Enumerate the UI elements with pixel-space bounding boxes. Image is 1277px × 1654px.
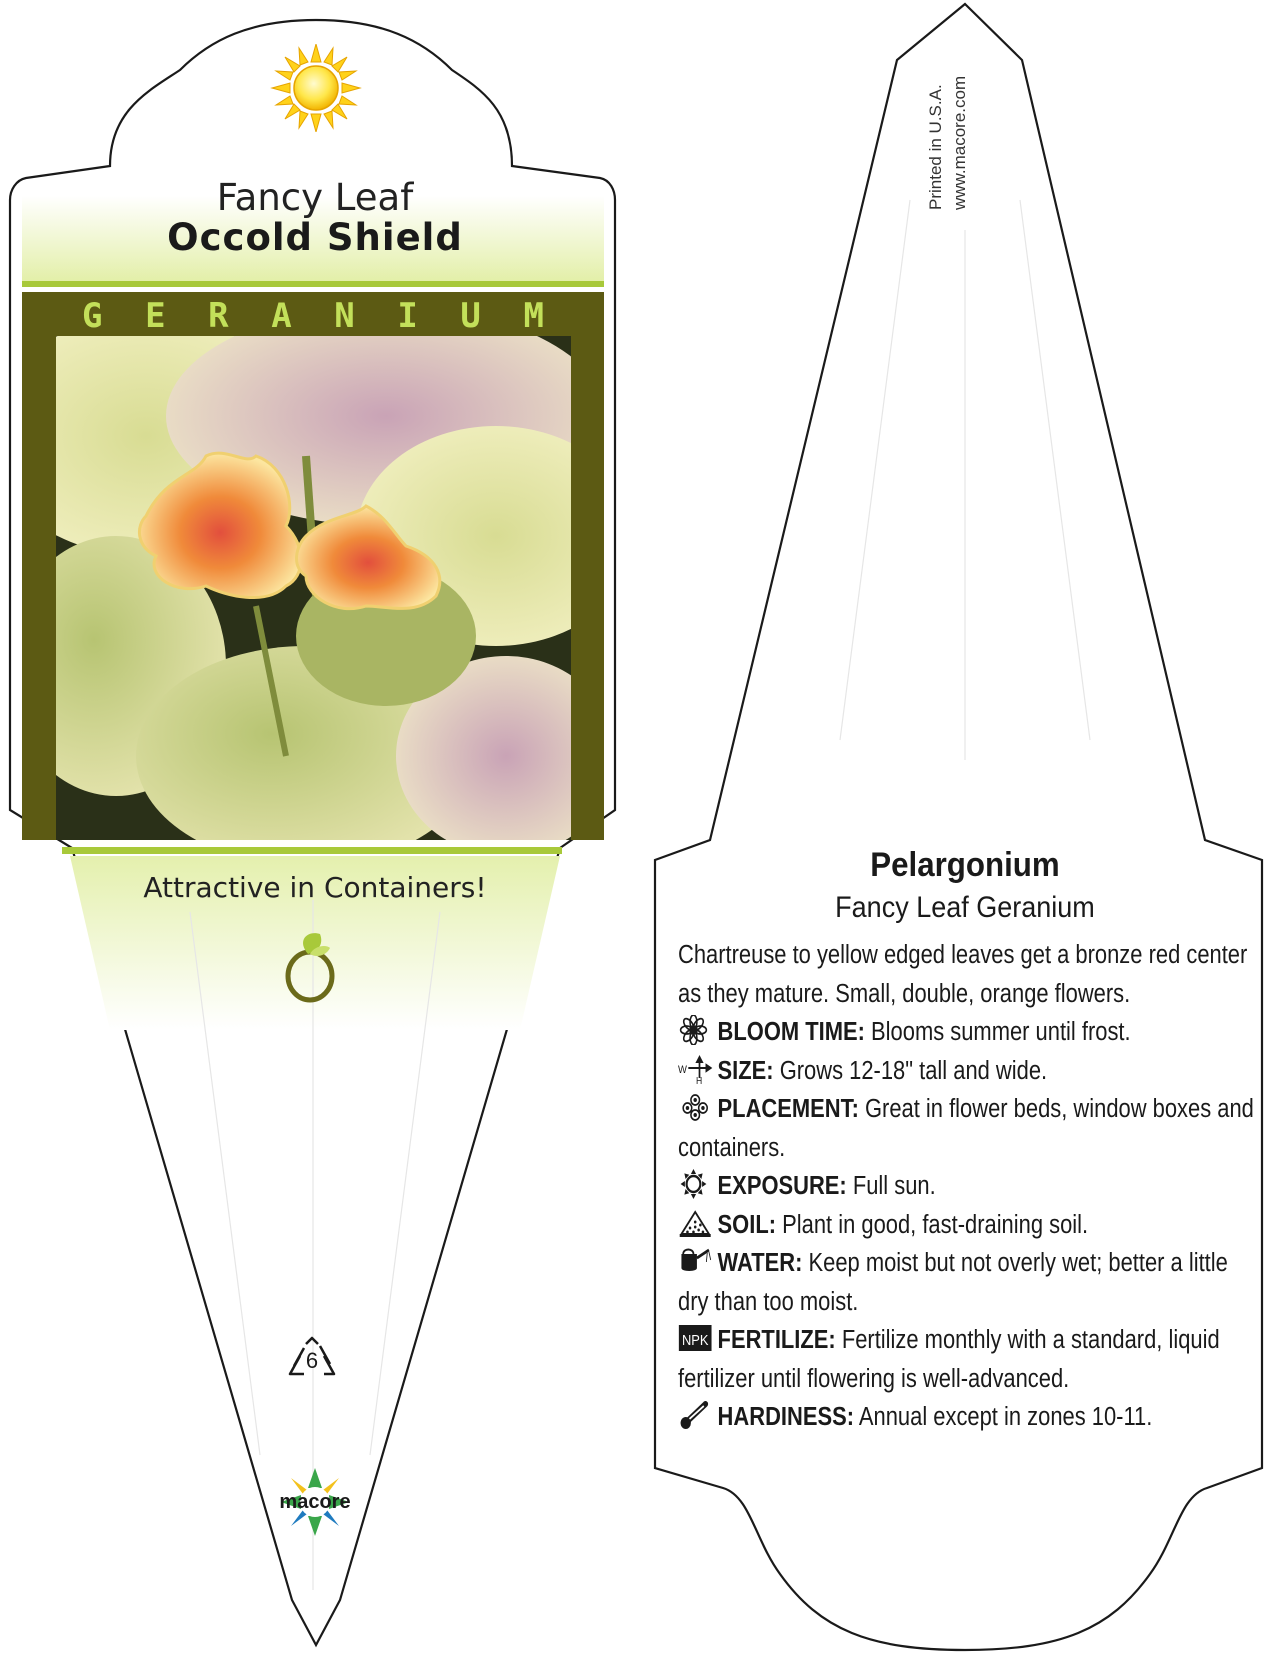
care-item-label: EXPOSURE: bbox=[717, 1172, 847, 1200]
sun-icon bbox=[678, 1169, 712, 1199]
plant-care-info bbox=[678, 936, 1256, 1437]
common-name: Fancy Leaf Geranium bbox=[835, 891, 1095, 924]
size-arrows-icon bbox=[678, 1054, 712, 1084]
care-item-text: Blooms summer until frost. bbox=[864, 1018, 1131, 1046]
care-item-label: PLACEMENT: bbox=[717, 1095, 859, 1123]
seedling-icon bbox=[280, 930, 340, 1005]
care-item-text: Plant in good, fast-draining soil. bbox=[776, 1210, 1089, 1239]
svg-text:W: W bbox=[678, 1063, 687, 1076]
genus-letter: N bbox=[334, 296, 355, 336]
watering-can-icon bbox=[678, 1246, 712, 1276]
genus-letter: G bbox=[82, 296, 103, 336]
care-item-text: Great in flower beds, window boxes and containers. bbox=[678, 1095, 1254, 1162]
care-item bbox=[678, 1167, 1256, 1206]
tagline: Attractive in Containers! bbox=[143, 871, 487, 904]
printed-in-usa bbox=[926, 52, 986, 222]
printed-line1: Printed in U.S.A. bbox=[926, 84, 945, 210]
care-item bbox=[678, 1244, 1256, 1321]
care-item-label: HARDINESS: bbox=[717, 1403, 855, 1431]
care-item-text: Keep moist but not overly wet; better a little dry than too moist. bbox=[678, 1249, 1228, 1316]
genus-letter: M bbox=[523, 296, 544, 336]
genus-letter: R bbox=[208, 296, 229, 336]
care-item-label: BLOOM TIME: bbox=[717, 1018, 865, 1046]
genus-letter: A bbox=[271, 296, 292, 336]
care-item-label: SOIL: bbox=[717, 1210, 777, 1239]
front-title-line2: Occold Shield bbox=[167, 216, 463, 259]
care-item-text: Fertilize monthly with a standard, liquid fertilizer until flowering is well-advanced. bbox=[678, 1326, 1220, 1393]
care-item-text: Annual except in zones 10-11. bbox=[854, 1403, 1153, 1431]
care-item bbox=[678, 1052, 1256, 1091]
care-item-label: FERTILIZE: bbox=[717, 1326, 836, 1354]
svg-text:NPK: NPK bbox=[681, 1331, 709, 1349]
care-items bbox=[678, 1013, 1256, 1437]
genus-letters bbox=[22, 296, 604, 336]
genus-letter: E bbox=[145, 296, 166, 336]
flower-icon bbox=[678, 1015, 712, 1045]
svg-text:H: H bbox=[696, 1074, 703, 1084]
placement-flowers-icon bbox=[678, 1092, 712, 1122]
macore-wordmark: macore bbox=[279, 1491, 351, 1513]
care-item-label: SIZE: bbox=[717, 1056, 774, 1085]
care-item bbox=[678, 1321, 1256, 1398]
front-title-line1: Fancy Leaf bbox=[216, 176, 414, 219]
care-item-text: Full sun. bbox=[846, 1172, 936, 1200]
genus-letter: I bbox=[397, 296, 418, 336]
care-item-label: WATER: bbox=[717, 1249, 803, 1277]
description: Chartreuse to yellow edged leaves get a bronze red center as they mature. Small, double, orange flowers. bbox=[678, 941, 1248, 1008]
care-item bbox=[678, 1090, 1256, 1167]
npk-icon bbox=[678, 1323, 712, 1353]
care-item-text: Grows 12-18" tall and wide. bbox=[773, 1056, 1048, 1085]
care-item bbox=[678, 1206, 1256, 1245]
genus-letter: U bbox=[460, 296, 481, 336]
soil-icon bbox=[678, 1208, 712, 1238]
macore-logo bbox=[270, 1466, 360, 1538]
recycle-icon bbox=[286, 1336, 338, 1382]
thermometer-icon bbox=[678, 1400, 712, 1430]
genus-banner bbox=[22, 296, 604, 336]
care-item bbox=[678, 1013, 1256, 1052]
sun-icon bbox=[268, 44, 364, 132]
care-item bbox=[678, 1398, 1256, 1437]
printed-line2: www.macore.com bbox=[950, 75, 969, 210]
recycle-number: 6 bbox=[305, 1348, 319, 1373]
plant-photo bbox=[56, 336, 571, 840]
botanical-name: Pelargonium bbox=[870, 846, 1060, 884]
